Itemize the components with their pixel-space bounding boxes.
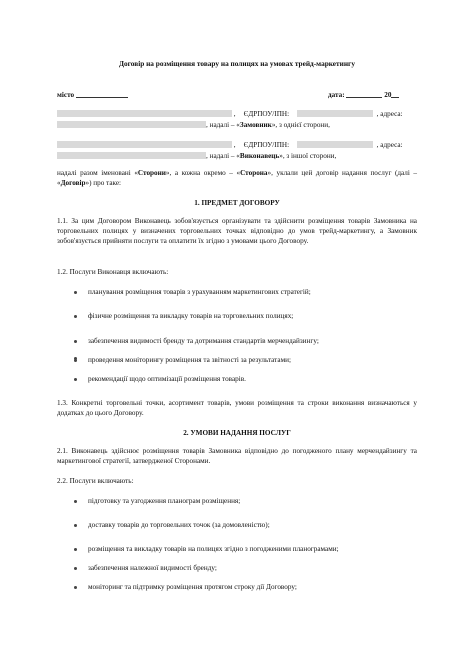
list-item: проведення моніторингу розміщення та звітності за результатами; bbox=[88, 356, 291, 364]
party1-line1: , ЄДРПОУ/ІПН: , адреса: bbox=[57, 109, 403, 119]
party2-line2 bbox=[57, 151, 336, 161]
bullet-icon bbox=[74, 548, 77, 551]
bullet-icon bbox=[74, 291, 77, 294]
bullet-icon bbox=[74, 340, 77, 343]
party1-role-suffix: », з однієї сторони, bbox=[271, 121, 330, 129]
party1-edrpou-label: ЄДРПОУ/ІПН: bbox=[243, 110, 290, 118]
party1-edrpou-field[interactable] bbox=[297, 110, 373, 117]
party2-role-suffix: », з іншої сторони, bbox=[279, 152, 337, 160]
list-item: розміщення та викладку товарів на полицях згідно з погодженими планограмами; bbox=[88, 545, 339, 553]
list-item: рекомендації щодо оптимізації розміщення товарів. bbox=[88, 375, 246, 383]
bullet-icon bbox=[74, 378, 77, 381]
party1-role-prefix: , надалі – « bbox=[206, 121, 240, 129]
bullet-icon bbox=[74, 359, 77, 362]
party2-role: Виконавець bbox=[239, 152, 280, 160]
party1-address-label: , адреса: bbox=[376, 110, 403, 118]
list-item: підготовку та узгодження планограм розміщення; bbox=[88, 497, 241, 505]
bullet-icon bbox=[74, 524, 77, 527]
party2-role-prefix: , надалі – « bbox=[206, 152, 240, 160]
party2-edrpou-field[interactable] bbox=[297, 141, 373, 148]
clause-1-1: 1.1. За цим Договором Виконавець зобов'язується організувати та здійснити розміщення товарів Замовника на торговельних полицях у визначених торговельних точках відповідно до умов трейд-маркетингу, а Замовник зобов'язується прийняти послуги та оплатити їх згідно з умовами цього Договору. bbox=[57, 217, 417, 245]
party1-role: Замовник bbox=[239, 121, 272, 129]
party1-line2 bbox=[57, 120, 330, 130]
bullet-icon bbox=[74, 567, 77, 570]
date-line bbox=[328, 90, 399, 100]
city-label: місто bbox=[57, 91, 75, 99]
year-prefix: 20 bbox=[384, 91, 392, 99]
section1-heading: 1. ПРЕДМЕТ ДОГОВОРУ bbox=[194, 199, 280, 207]
list-item: моніторинг та підтримку розміщення протягом строку дії Договору; bbox=[88, 583, 297, 591]
party1-address-field[interactable] bbox=[57, 121, 206, 128]
bullet-icon bbox=[74, 315, 77, 318]
list-item: доставку товарів до торговельних точок (за домовленістю); bbox=[88, 521, 270, 529]
list-item: забезпечення належної видимості бренду; bbox=[88, 564, 217, 572]
clause-2-1: 2.1. Виконавець здійснює розміщення товарів Замовника відповідно до погодженого плану мерчендайзингу та маркетингової стратегії, затвердженої Сторонами. bbox=[57, 447, 417, 465]
year-field[interactable] bbox=[391, 90, 399, 98]
party1-name-field[interactable] bbox=[57, 110, 232, 117]
list-item: забезпечення видимості бренду та дотримання стандартів мерчендайзингу; bbox=[88, 337, 319, 345]
party2-name-field[interactable] bbox=[57, 141, 232, 148]
clause-1-3: 1.3. Конкретні торговельні точки, асортимент товарів, умови розміщення та строки виконання визначаються у додатках до цього Договору. bbox=[57, 399, 417, 417]
section2-heading: 2. УМОВИ НАДАННЯ ПОСЛУГ bbox=[183, 429, 291, 437]
date-field[interactable] bbox=[346, 90, 382, 98]
party2-address-label: , адреса: bbox=[376, 141, 403, 149]
list-item: планування розміщення товарів з урахуванням маркетингових стратегій; bbox=[88, 288, 311, 296]
bullet-icon bbox=[74, 586, 77, 589]
city-field[interactable] bbox=[76, 90, 128, 98]
party2-address-field[interactable] bbox=[57, 152, 206, 159]
party2-line1: , ЄДРПОУ/ІПН: , адреса: bbox=[57, 140, 403, 150]
intro-paragraph: надалі разом іменовані «Сторони», а кожна окремо – «Сторона», уклали цей договір надання послуг (далі – «Договір») про таке: bbox=[57, 169, 418, 187]
list-item: фізичне розміщення та викладку товарів на торговельних полицях; bbox=[88, 312, 294, 320]
document-title: Договір на розміщення товару на полицях на умовах трейд-маркетингу bbox=[118, 59, 355, 68]
date-label: дата: bbox=[328, 91, 345, 99]
party2-edrpou-label: ЄДРПОУ/ІПН: bbox=[243, 141, 290, 149]
clause-2-2: 2.2. Послуги включають: bbox=[57, 477, 134, 485]
city-line bbox=[57, 90, 128, 100]
bullet-icon bbox=[74, 500, 77, 503]
clause-1-2: 1.2. Послуги Виконавця включають: bbox=[57, 268, 169, 276]
